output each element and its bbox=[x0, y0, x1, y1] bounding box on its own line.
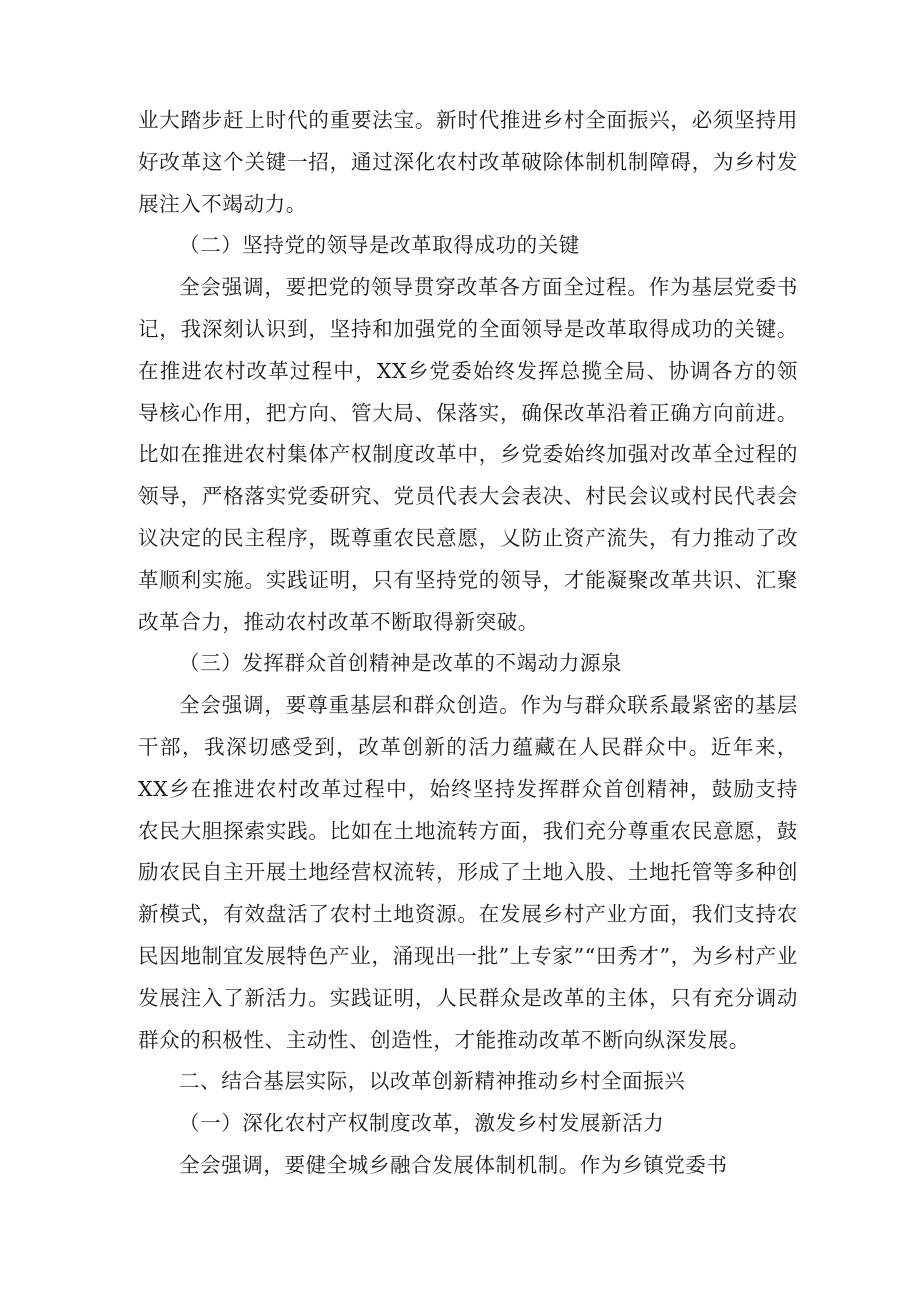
subheading-party-leadership: （二）坚持党的领导是改革取得成功的关键 bbox=[179, 233, 580, 258]
paragraph-property-reform: 全会强调，要健全城乡融合发展体制机制。作为乡镇党委书 bbox=[179, 1152, 728, 1177]
paragraph-continued: 业大踏步赶上时代的重要法宝。新时代推进乡村全面振兴，必须坚持用好改革这个关键一招，通过深化农村改革破除体制机制障碍，为乡村发展注入不竭动力。 bbox=[138, 108, 798, 216]
document-body bbox=[138, 100, 798, 1187]
paragraph-party-leadership: 全会强调，要把党的领导贯穿改革各方面全过程。作为基层党委书记，我深刻认识到，坚持和加强党的全面领导是改革取得成功的关键。在推进农村改革过程中，XX乡党委始终发挥总揽全局、协调各方的领导核心作用，把方向、管大局、保落实，确保改革沿着正确方向前进。比如在推进农村集体产权制度改革中，乡党委始终加强对改革全过程的领导，严格落实党委研究、党员代表大会表决、村民会议或村民代表会议决定的民主程序，既尊重农民意愿，乂防止资产流失，有力推动了改革顺利实施。实践证明，只有坚持党的领导，才能凝聚改革共识、汇聚改革合力，推动农村改革不断取得新突破。 bbox=[138, 275, 798, 634]
subheading-property-reform: （一）深化农村产权制度改革，激发乡村发展新活力 bbox=[179, 1111, 665, 1136]
section-heading-rural-revitalization: 二、结合基层实际，以改革创新精神推动乡村全面振兴 bbox=[179, 1069, 686, 1094]
subheading-mass-initiative: （三）发挥群众首创精神是改革的不竭动力源泉 bbox=[179, 651, 623, 676]
paragraph-mass-initiative: 全会强调，要尊重基层和群众创造。作为与群众联系最紧密的基层干部，我深切感受到，改革创新的活力蕴藏在人民群众中。近年来，XX乡在推进农村改革过程中，始终坚持发挥群众首创精神，鼓励支持农民大胆探索实践。比如在土地流转方面，我们充分尊重农民意愿，鼓励农民自主开展土地经营权流转，形成了土地入股、土地托管等多种创新模式，有效盘活了农村土地资源。在发展乡村产业方面，我们支持农民因地制宜发展特色产业，涌现出一批”上专家”“田秀才”，为乡村产业发展注入了新活力。实践证明，人民群众是改革的主体，只有充分调动群众的积极性、主动性、创造性，才能推动改革不断向纵深发展。 bbox=[138, 693, 799, 1052]
